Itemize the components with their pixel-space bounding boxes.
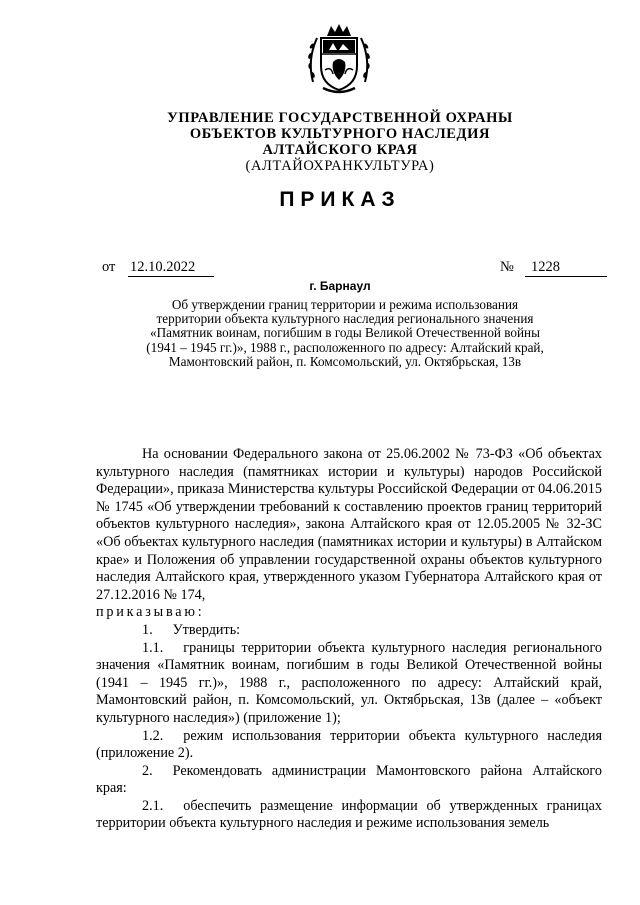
agency-name-line-2: ОБЪЕКТОВ КУЛЬТУРНОГО НАСЛЕДИЯ [189, 126, 491, 142]
list-item [96, 763, 602, 798]
number-prefix: № [500, 259, 514, 275]
agency-abbreviation: (АЛТАЙОХРАНКУЛЬТУРА) [245, 158, 435, 174]
document-number: 1228 [525, 259, 607, 277]
list-item [96, 728, 602, 763]
list-item [96, 622, 602, 640]
agency-header [150, 110, 530, 174]
document-title: ПРИКАЗ [279, 188, 401, 211]
document-body [96, 446, 602, 833]
agency-name-line-3: АЛТАЙСКОГО КРАЯ [262, 142, 418, 158]
issue-city: г. Барнаул [309, 279, 371, 293]
document-date: 12.10.2022 [128, 259, 214, 277]
date-prefix: от [102, 259, 116, 275]
item-text: режим использования территории объекта культурного наследия (приложение 2). [96, 727, 602, 762]
item-number: 2. [142, 762, 153, 779]
item-number: 1.2. [142, 727, 164, 744]
item-text: Утвердить: [172, 621, 241, 638]
list-item [96, 798, 602, 833]
document-subject: Об утверждении границ территории и режима использования территории объекта культурного наследия регионального значения «Памятник воинам, погибшим в годы Великой Отечественной войны (1941 – 1945 гг.)», 1988 г., расположенного по адресу: Алтайский край, Мамонтовский район, п. Комсомольский, ул. Октябрьская, 13в [146, 297, 544, 369]
item-number: 2.1. [142, 797, 164, 814]
item-text: границы территории объекта культурного наследия регионального значения «Памятник воинам, погибшим в годы Великой Отечественной войны (1941 – 1945 гг.)», 1988 г., расположенного по адресу: Алтайский край, Мамонтовский район, п. Комсомольский, ул. Октябрьская, 13в (далее – «объект культурного наследия») (приложение 1); [96, 639, 602, 726]
item-number: 1.1. [142, 639, 164, 656]
item-number: 1. [142, 621, 153, 638]
list-item [96, 640, 602, 728]
altai-krai-coat-of-arms-icon [303, 22, 375, 98]
agency-name-line-1: УПРАВЛЕНИЕ ГОСУДАРСТВЕННОЙ ОХРАНЫ [167, 110, 513, 126]
preamble-paragraph: На основании Федерального закона от 25.06.2002 № 73-ФЗ «Об объектах культурного наследия (памятниках истории и культуры) народов Российской Федерации», приказа Министерства культуры Российской Федерации от 04.06.2015 № 1745 «Об утверждении требований к составлению проектов границ территорий объектов культурного наследия», закона Алтайского края от 12.05.2005 № 32-ЗС «Об объектах культурного наследия (памятниках истории и культуры) в Алтайском крае» и Положения об управлении государственной охраны объектов культурного наследия Алтайского края, утвержденного указом Губернатора Алтайского края от 27.12.2016 № 174, [96, 446, 602, 603]
item-text: обеспечить размещение информации об утвержденных границах территории объекта культурного наследия и режиме использования земель [96, 797, 602, 832]
item-text: Рекомендовать администрации Мамонтовского района Алтайского края: [96, 762, 602, 797]
order-word: приказываю: [96, 604, 205, 621]
